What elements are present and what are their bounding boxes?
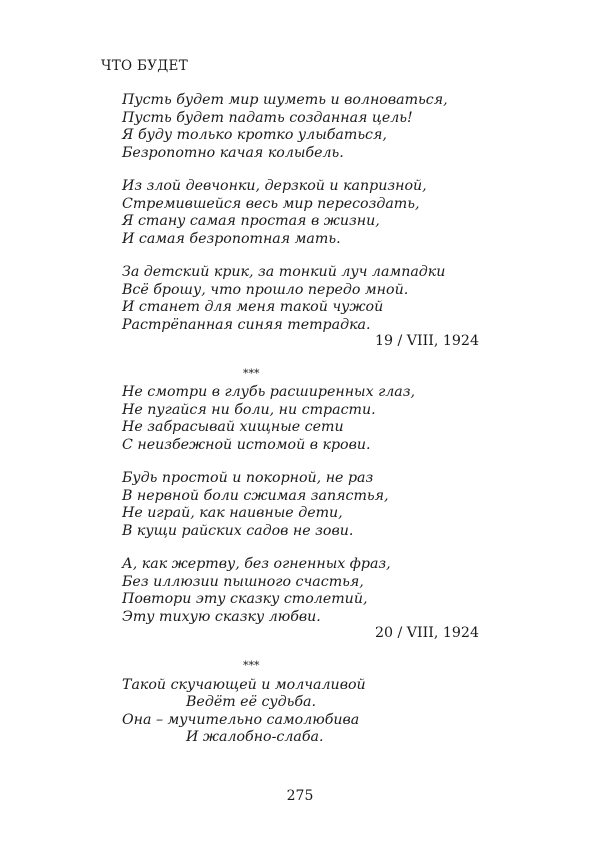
poem-line: Я буду только кротко улыбаться, — [122, 127, 387, 143]
poem-line: Не смотри в глубь расширенных глаз, — [122, 384, 416, 400]
poem-line: Из злой девчонки, дерзкой и капризной, — [122, 178, 427, 194]
poem-line: Без иллюзии пышного счастья, — [122, 574, 364, 590]
poem-line: Я стану самая простая в жизни, — [122, 213, 380, 229]
poem-date: 20 / VIII, 1924 — [374, 625, 479, 641]
poem-line: И самая безропотная мать. — [122, 231, 341, 247]
poem-line: В кущи райских садов не зови. — [122, 523, 354, 539]
poem-line: Пусть будет падать созданная цель! — [122, 110, 413, 126]
poem-line: Ведёт её судьба. — [186, 694, 316, 710]
poem-line: Растрёпанная синяя тетрадка. — [122, 317, 371, 333]
poem-line: С неизбежной истомой в крови. — [122, 437, 371, 453]
poem-title: ЧТО БУДЕТ — [101, 58, 189, 74]
poem-date: 19 / VIII, 1924 — [374, 333, 479, 349]
poem-line: Будь простой и покорной, не раз — [122, 470, 374, 486]
poem-separator: *** — [243, 659, 260, 672]
poem-line: И жалобно-слаба. — [186, 729, 324, 745]
poem-line: Повтори эту сказку столетий, — [122, 591, 368, 607]
poem-line: Не забрасывай хищные сети — [122, 419, 344, 435]
poem-line: А, как жертву, без огненных фраз, — [122, 556, 391, 572]
poem-line: За детский крик, за тонкий луч лампадки — [122, 264, 446, 280]
page-number: 275 — [286, 788, 314, 804]
poem-line: И станет для меня такой чужой — [122, 299, 384, 315]
poem-line: Безропотно качая колыбель. — [122, 145, 344, 161]
poem-line: Эту тихую сказку любви. — [122, 609, 321, 625]
poem-line: В нервной боли сжимая запястья, — [122, 488, 389, 504]
poem-line: Не играй, как наивные дети, — [122, 505, 343, 521]
poem-separator: *** — [243, 367, 260, 380]
poem-line: Пусть будет мир шуметь и волноваться, — [122, 92, 448, 108]
poem-line: Не пугайся ни боли, ни страсти. — [122, 402, 376, 418]
poem-line: Такой скучающей и молчаливой — [122, 677, 366, 693]
poem-line: Стремившейся весь мир пересоздать, — [122, 196, 420, 212]
poem-line: Всё брошу, что прошло передо мной. — [122, 282, 409, 298]
poem-line: Она – мучительно самолюбива — [122, 712, 360, 728]
